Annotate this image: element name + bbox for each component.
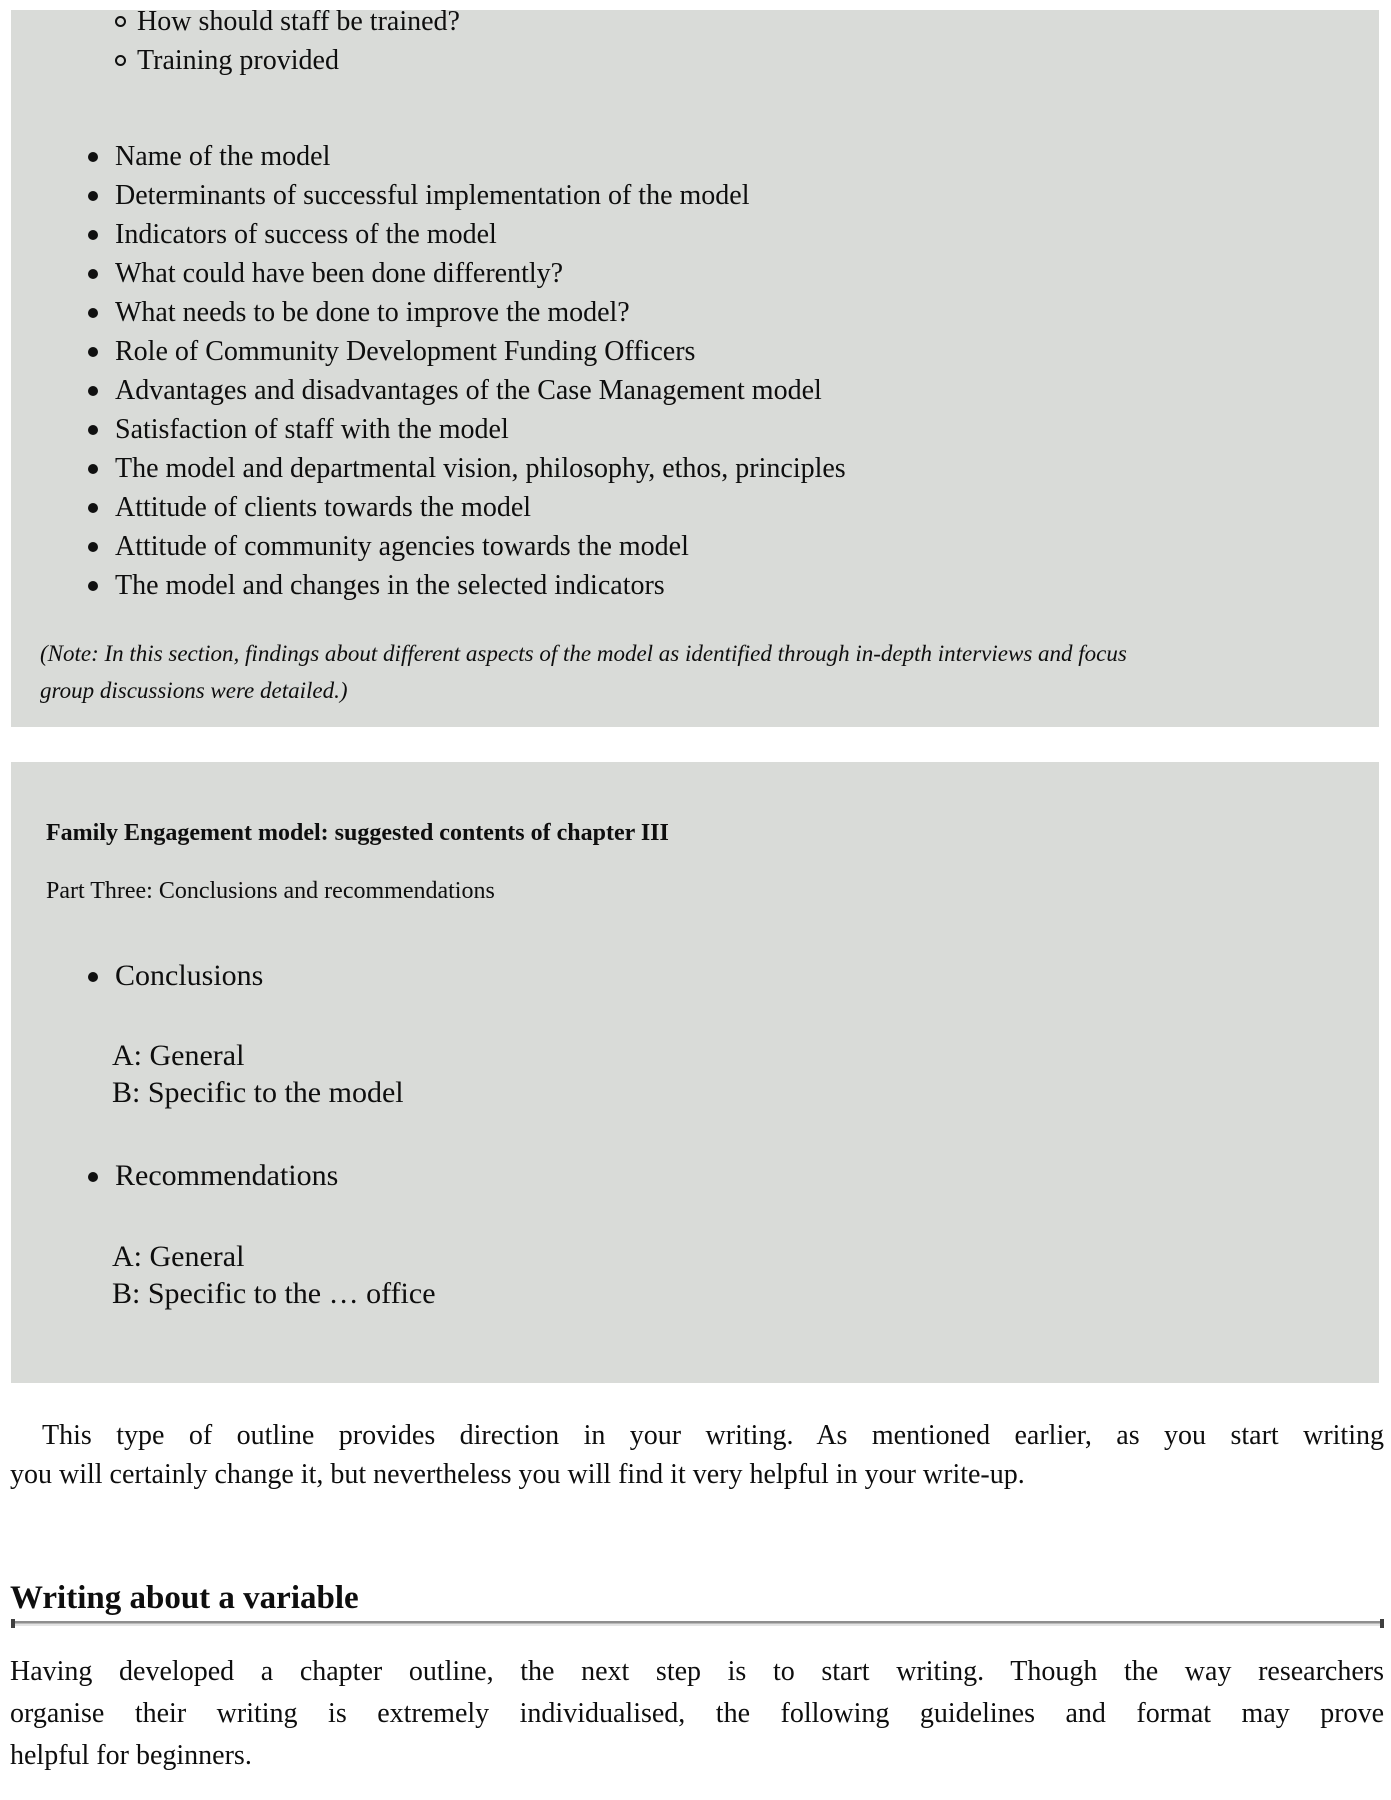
sub-item-block xyxy=(112,1037,1379,1111)
disc-bullet-icon xyxy=(88,269,98,279)
disc-bullet-icon xyxy=(88,581,98,591)
list-item xyxy=(11,137,1379,176)
circle-bullet-icon xyxy=(115,55,126,66)
disc-bullet-icon xyxy=(88,542,98,552)
sub-item-text: B: Specific to the … office xyxy=(112,1277,436,1310)
chapter3-outline-box xyxy=(11,762,1379,1383)
disc-bullet-icon xyxy=(88,464,98,474)
list-item xyxy=(11,332,1379,371)
disc-bullet-icon xyxy=(88,308,98,318)
disc-bullet-icon xyxy=(88,191,98,201)
list-item xyxy=(11,566,1379,605)
list-item-text: The model and departmental vision, philosophy, ethos, principles xyxy=(115,453,846,484)
list-item xyxy=(11,176,1379,215)
circle-bullet-icon xyxy=(115,16,126,27)
list-item-text: Role of Community Development Funding Officers xyxy=(115,336,696,367)
note-line: (Note: In this section, findings about different aspects of the model as identified through in-depth interviews and focus xyxy=(40,641,1127,666)
disc-bullet-icon xyxy=(88,347,98,357)
list-item xyxy=(11,371,1379,410)
disc-bullet-icon xyxy=(88,230,98,240)
list-item xyxy=(11,488,1379,527)
model-aspects-list xyxy=(11,137,1379,605)
sub-item-text: B: Specific to the model xyxy=(112,1076,404,1109)
list-item-text: Training provided xyxy=(137,45,339,76)
body-paragraph xyxy=(10,1416,1384,1494)
list-item xyxy=(11,449,1379,488)
list-item xyxy=(11,10,1379,41)
box-subtitle: Part Three: Conclusions and recommendations xyxy=(46,878,495,904)
body-paragraph xyxy=(10,1651,1384,1777)
list-item xyxy=(11,293,1379,332)
note-line: group discussions were detailed.) xyxy=(40,678,348,703)
paragraph-line: helpful for beginners. xyxy=(10,1740,252,1771)
disc-bullet-icon xyxy=(88,152,98,162)
divider-right-tick xyxy=(1380,1619,1384,1628)
list-item xyxy=(11,410,1379,449)
list-item-text: Attitude of community agencies towards the model xyxy=(115,531,689,562)
list-item-text: Recommendations xyxy=(115,1159,339,1192)
paragraph-line: organise their writing is extremely individualised, the following guidelines and format may prove xyxy=(10,1698,1384,1729)
list-item-text: What needs to be done to improve the model? xyxy=(115,297,630,328)
list-item xyxy=(11,254,1379,293)
disc-bullet-icon xyxy=(88,972,98,982)
findings-outline-box xyxy=(11,10,1379,727)
list-item xyxy=(11,215,1379,254)
list-item-text: Advantages and disadvantages of the Case Management model xyxy=(115,375,822,406)
disc-bullet-icon xyxy=(88,503,98,513)
section-divider xyxy=(11,1619,1384,1628)
list-item-text: Conclusions xyxy=(115,959,264,992)
sub-item-block xyxy=(112,1238,1379,1312)
list-item-text: The model and changes in the selected indicators xyxy=(115,570,665,601)
divider-line xyxy=(15,1621,1380,1626)
list-item-text: Satisfaction of staff with the model xyxy=(115,414,509,445)
sub-item-text: A: General xyxy=(112,1039,245,1072)
sub-item-text: A: General xyxy=(112,1240,245,1273)
section-heading: Writing about a variable xyxy=(10,1580,359,1616)
disc-bullet-icon xyxy=(88,425,98,435)
list-item-text: Name of the model xyxy=(115,141,331,172)
list-item xyxy=(11,1157,1379,1194)
list-item xyxy=(11,957,1379,994)
section-note xyxy=(40,635,1379,709)
list-item-text: Attitude of clients towards the model xyxy=(115,492,532,523)
disc-bullet-icon xyxy=(88,1172,98,1182)
sub-bullet-list xyxy=(11,10,1379,80)
paragraph-line: Having developed a chapter outline, the next step is to start writing. Though the way researchers xyxy=(10,1656,1384,1687)
paragraph-line: you will certainly change it, but nevertheless you will find it very helpful in your write-up. xyxy=(10,1459,1025,1490)
list-item-text: Indicators of success of the model xyxy=(115,219,497,250)
list-item-text: How should staff be trained? xyxy=(137,10,460,37)
list-item xyxy=(11,527,1379,566)
box-title: Family Engagement model: suggested contents of chapter III xyxy=(46,820,669,846)
disc-bullet-icon xyxy=(88,386,98,396)
list-item xyxy=(11,41,1379,80)
paragraph-line: This type of outline provides direction in your writing. As mentioned earlier, as you start writing xyxy=(42,1420,1384,1451)
list-item-text: What could have been done differently? xyxy=(115,258,564,289)
list-item-text: Determinants of successful implementation of the model xyxy=(115,180,750,211)
